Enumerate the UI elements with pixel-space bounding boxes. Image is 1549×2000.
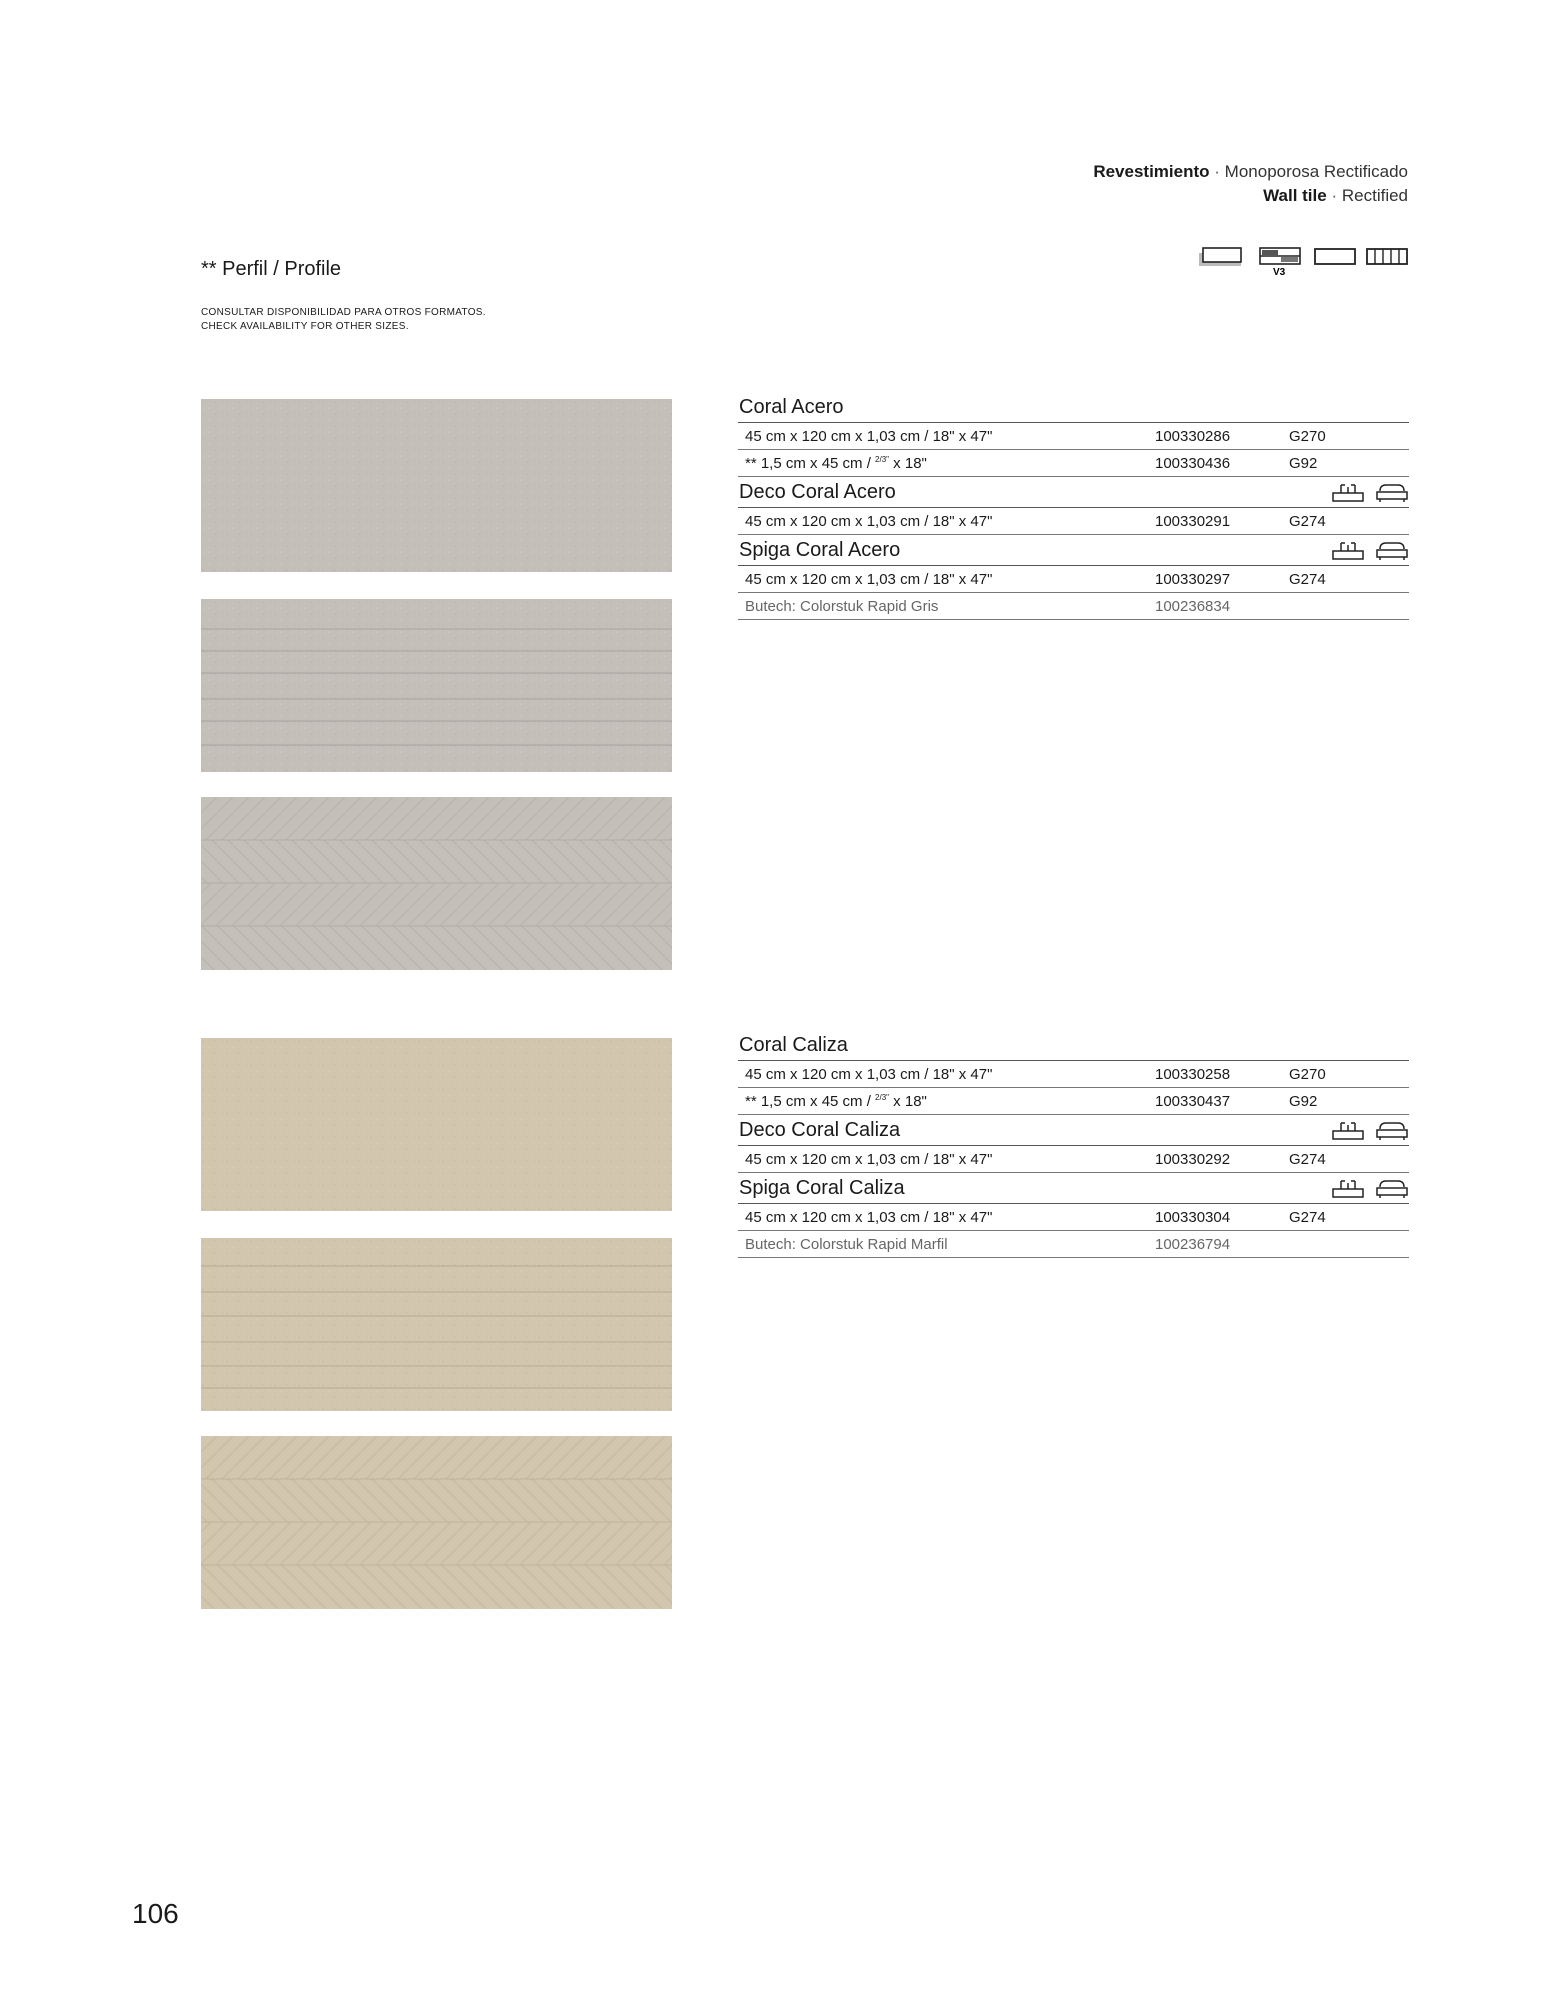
- flat-tile-icon: [1199, 248, 1241, 266]
- living-room-sofa-icon: [1375, 539, 1409, 561]
- usage-icons: [1331, 539, 1409, 561]
- header-separator-2: ·: [1331, 186, 1338, 205]
- spec-cell: [738, 455, 1155, 472]
- table-row: [738, 1204, 1409, 1231]
- group-cell: G274: [1289, 1150, 1326, 1168]
- code-cell: 100330258: [1155, 1065, 1231, 1083]
- spec-cell: 45 cm x 120 cm x 1,03 cm / 18" x 47": [745, 1150, 993, 1168]
- product-title-row: [738, 477, 1409, 508]
- header-separator: ·: [1214, 162, 1220, 181]
- perfil-label: ** Perfil / Profile: [201, 258, 342, 280]
- product-title: Coral Acero: [738, 392, 1409, 423]
- spec-cell: 45 cm x 120 cm x 1,03 cm / 18" x 47": [745, 1065, 993, 1083]
- table-row: [738, 423, 1409, 450]
- v3-variation-icon: [1260, 248, 1300, 278]
- bathroom-sink-icon: [1331, 539, 1365, 561]
- header-line2-bold: Wall tile: [1263, 186, 1327, 205]
- header-line2-rest: Rectified: [1341, 186, 1408, 205]
- group-cell: G274: [1289, 512, 1326, 530]
- usage-icons: [1331, 1177, 1409, 1199]
- availability-note: [201, 306, 486, 334]
- code-cell: 100330292: [1155, 1150, 1231, 1168]
- product-table-coral-caliza: [738, 1030, 1409, 1258]
- product-title: Spiga Coral Acero: [739, 539, 901, 561]
- spec-cell: Butech: Colorstuk Rapid Marfil: [745, 1235, 948, 1253]
- group-cell: G270: [1289, 1065, 1326, 1083]
- spec-cell: [738, 1093, 1155, 1110]
- table-row: [738, 1061, 1409, 1088]
- header-title: [1093, 160, 1408, 208]
- product-title: Deco Coral Acero: [739, 481, 896, 503]
- bathroom-sink-icon: [1331, 1119, 1365, 1141]
- tile-image-coral-acero: [201, 399, 672, 572]
- code-cell: 100236794: [1155, 1235, 1231, 1253]
- table-row: [738, 1088, 1409, 1115]
- rectified-tile-icon: [1315, 249, 1355, 264]
- table-row: [738, 508, 1409, 535]
- spec-part: ** 1,5 cm x 45 cm /: [745, 1092, 876, 1110]
- product-title: Deco Coral Caliza: [739, 1119, 901, 1141]
- header-line1-rest: Monoporosa Rectificado: [1224, 162, 1408, 181]
- table-row-grout: [738, 593, 1409, 620]
- product-title: Spiga Coral Caliza: [739, 1177, 905, 1199]
- tile-image-deco-coral-caliza: [201, 1238, 672, 1411]
- spec-part: x 18": [889, 454, 927, 472]
- spec-cell: 45 cm x 120 cm x 1,03 cm / 18" x 47": [745, 427, 993, 445]
- usage-icons: [1331, 1119, 1409, 1141]
- living-room-sofa-icon: [1375, 481, 1409, 503]
- note-line-2: CHECK AVAILABILITY FOR OTHER SIZES.: [201, 321, 409, 332]
- page-number: 106: [132, 1898, 179, 1929]
- code-cell: 100330437: [1155, 1092, 1231, 1110]
- group-cell: G274: [1289, 570, 1326, 588]
- living-room-sofa-icon: [1375, 1119, 1409, 1141]
- table-row: [738, 450, 1409, 477]
- product-title-row: [738, 535, 1409, 566]
- product-table-coral-acero: [738, 392, 1409, 620]
- tile-image-coral-caliza: [201, 1038, 672, 1211]
- spec-fraction: 2/3": [875, 454, 890, 464]
- tile-image-spiga-coral-caliza: [201, 1436, 672, 1609]
- tile-image-deco-coral-acero: [201, 599, 672, 772]
- note-line-1: CONSULTAR DISPONIBILIDAD PARA OTROS FORMATOS.: [201, 307, 486, 318]
- code-cell: 100330286: [1155, 427, 1231, 445]
- code-cell: 100330291: [1155, 512, 1231, 530]
- spec-cell: 45 cm x 120 cm x 1,03 cm / 18" x 47": [745, 512, 993, 530]
- spec-cell: 45 cm x 120 cm x 1,03 cm / 18" x 47": [745, 570, 993, 588]
- group-cell: G270: [1289, 427, 1326, 445]
- living-room-sofa-icon: [1375, 1177, 1409, 1199]
- bathroom-sink-icon: [1331, 1177, 1365, 1199]
- v3-label: V3: [1273, 267, 1286, 278]
- code-cell: 100330297: [1155, 570, 1231, 588]
- group-cell: G274: [1289, 1208, 1326, 1226]
- product-title-row: [738, 1173, 1409, 1204]
- product-title-row: [738, 1115, 1409, 1146]
- table-row: [738, 566, 1409, 593]
- table-row: [738, 1146, 1409, 1173]
- format-icons: [1197, 243, 1409, 283]
- code-cell: 100236834: [1155, 597, 1231, 615]
- bathroom-sink-icon: [1331, 481, 1365, 503]
- code-cell: 100330436: [1155, 454, 1231, 472]
- spec-fraction: 2/3": [875, 1092, 890, 1102]
- tile-image-spiga-coral-acero: [201, 797, 672, 970]
- code-cell: 100330304: [1155, 1208, 1231, 1226]
- product-title: Coral Caliza: [738, 1030, 1409, 1061]
- group-cell: G92: [1289, 454, 1318, 472]
- spec-part: x 18": [889, 1092, 927, 1110]
- spec-part: ** 1,5 cm x 45 cm /: [745, 454, 876, 472]
- header-line1-bold: Revestimiento: [1093, 162, 1210, 181]
- table-row-grout: [738, 1231, 1409, 1258]
- usage-icons: [1331, 481, 1409, 503]
- spec-cell: 45 cm x 120 cm x 1,03 cm / 18" x 47": [745, 1208, 993, 1226]
- wall-tile-icon: [1367, 249, 1407, 264]
- group-cell: G92: [1289, 1092, 1318, 1110]
- spec-cell: Butech: Colorstuk Rapid Gris: [745, 597, 939, 615]
